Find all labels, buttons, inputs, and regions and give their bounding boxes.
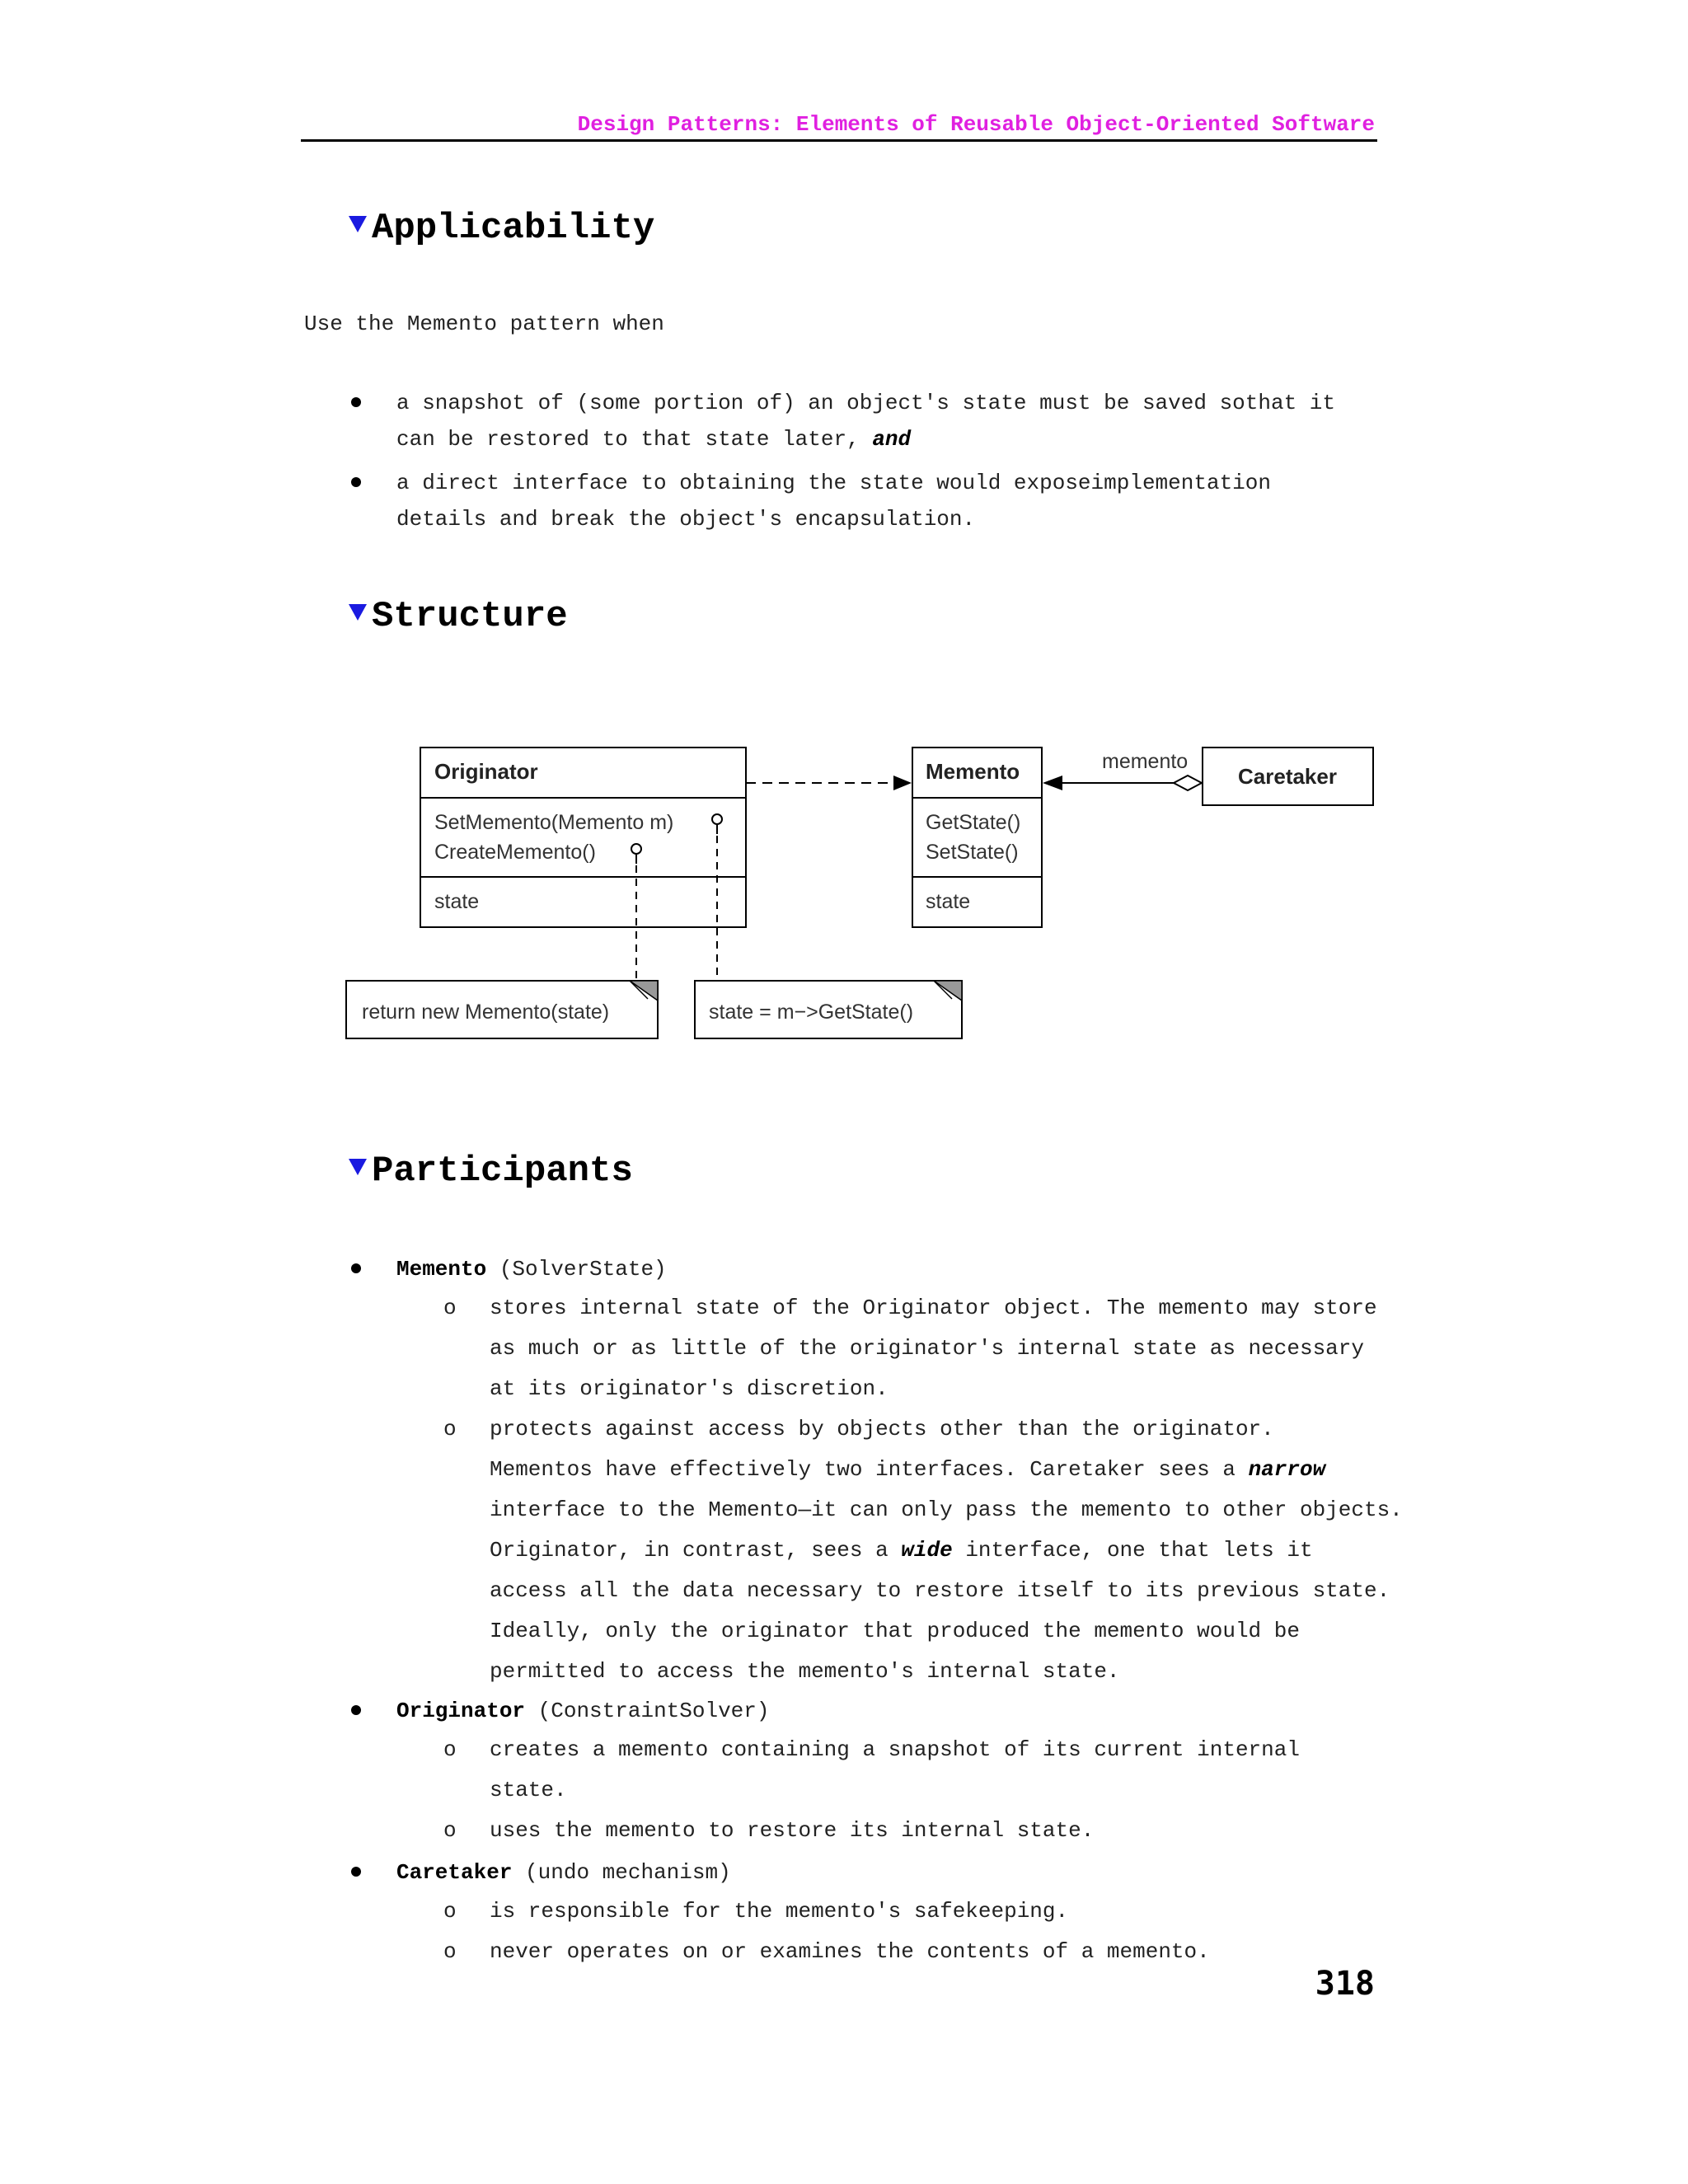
dependency-arrow bbox=[746, 776, 912, 790]
applicability-bullet-1-and: and bbox=[872, 427, 912, 452]
caretaker-class-box bbox=[1203, 748, 1373, 805]
memento-item-2-wide: wide bbox=[901, 1538, 953, 1563]
caretaker-item-2-line-1: never operates on or examines the contents of a memento. bbox=[490, 1939, 1210, 1964]
memento-item-2-line-2 bbox=[490, 1457, 1325, 1482]
memento-item-2-line-1: protects against access by objects other than the originator. bbox=[490, 1417, 1274, 1441]
memento-item-1-line-1: stores internal state of the Originator object. The memento may store bbox=[490, 1296, 1377, 1320]
originator-item-1-line-1: creates a memento containing a snapshot of its current internal bbox=[490, 1737, 1300, 1762]
memento-item-2-text-b: Originator, in contrast, sees a bbox=[490, 1538, 889, 1563]
participant-caretaker bbox=[396, 1860, 731, 1885]
caretaker-class-name: Caretaker bbox=[1238, 764, 1337, 789]
participant-caretaker-example: (undo mechanism) bbox=[525, 1860, 731, 1885]
participant-originator bbox=[396, 1699, 770, 1723]
association-label: memento bbox=[1102, 750, 1189, 773]
memento-class-box bbox=[912, 748, 1042, 927]
memento-op-getstate: GetState() bbox=[926, 811, 1021, 834]
bullet-icon bbox=[351, 1705, 361, 1715]
circle-bullet-icon: o bbox=[443, 1417, 457, 1441]
participant-memento-example: (SolverState) bbox=[499, 1257, 667, 1282]
memento-item-2-text-c: interface, one that lets it bbox=[965, 1538, 1313, 1563]
applicability-intro: Use the Memento pattern when bbox=[304, 312, 664, 336]
applicability-bullet-1-text: can be restored to that state later, bbox=[396, 427, 860, 452]
bullet-icon bbox=[351, 1263, 361, 1273]
participant-originator-name: Originator bbox=[396, 1699, 526, 1723]
originator-class-name: Originator bbox=[434, 759, 538, 784]
circle-bullet-icon: o bbox=[443, 1818, 457, 1843]
memento-item-2-line-7: permitted to access the memento's internal state. bbox=[490, 1659, 1120, 1684]
structure-title: Structure bbox=[372, 596, 568, 637]
memento-item-2-line-5: access all the data necessary to restore itself to its previous state. bbox=[490, 1578, 1390, 1603]
memento-class-name: Memento bbox=[926, 759, 1020, 784]
caretaker-item-1-line-1: is responsible for the memento's safekeeping. bbox=[490, 1899, 1069, 1924]
structure-diagram bbox=[0, 0, 1688, 1071]
circle-bullet-icon: o bbox=[443, 1296, 457, 1320]
originator-item-2-line-1: uses the memento to restore its internal state. bbox=[490, 1818, 1095, 1843]
aggregation-association bbox=[1043, 750, 1202, 790]
note-create-memento bbox=[346, 981, 658, 1038]
bullet-icon bbox=[351, 1867, 361, 1877]
originator-op-creatememento: CreateMemento() bbox=[434, 841, 596, 864]
participant-memento-name: Memento bbox=[396, 1257, 487, 1282]
triangle-marker-icon bbox=[349, 1159, 367, 1175]
memento-item-2-line-3: interface to the Memento—it can only pass the memento to other objects. bbox=[490, 1497, 1403, 1522]
memento-op-setstate: SetState() bbox=[926, 841, 1019, 864]
note-create-text: return new Memento(state) bbox=[362, 1001, 610, 1024]
originator-item-1-line-2: state. bbox=[490, 1778, 567, 1802]
participant-memento bbox=[396, 1257, 667, 1282]
participant-caretaker-name: Caretaker bbox=[396, 1860, 513, 1885]
participants-heading bbox=[349, 1151, 633, 1192]
applicability-title: Applicability bbox=[372, 208, 655, 249]
circle-bullet-icon: o bbox=[443, 1939, 457, 1964]
memento-attr-state: state bbox=[926, 890, 971, 913]
circle-bullet-icon: o bbox=[443, 1737, 457, 1762]
running-head: Design Patterns: Elements of Reusable Object-Oriented Software bbox=[577, 112, 1375, 137]
memento-item-1-line-3: at its originator's discretion. bbox=[490, 1376, 889, 1401]
memento-item-2-narrow: narrow bbox=[1248, 1457, 1326, 1482]
originator-op-setmemento: SetMemento(Memento m) bbox=[434, 811, 674, 834]
page-number: 318 bbox=[1315, 1965, 1375, 2003]
note-set-text: state = m−>GetState() bbox=[709, 1001, 914, 1024]
note-set-memento bbox=[695, 981, 962, 1038]
originator-attr-state: state bbox=[434, 890, 480, 913]
participants-title: Participants bbox=[372, 1151, 633, 1192]
circle-bullet-icon: o bbox=[443, 1899, 457, 1924]
applicability-bullet-2-line-1: a direct interface to obtaining the state would exposeimplementation bbox=[396, 471, 1271, 495]
memento-item-2-line-4 bbox=[490, 1538, 1313, 1563]
memento-item-1-line-2: as much or as little of the originator's internal state as necessary bbox=[490, 1336, 1364, 1361]
applicability-bullet-1-line-1: a snapshot of (some portion of) an object's state must be saved sothat it bbox=[396, 391, 1335, 415]
memento-item-2-text-a: Mementos have effectively two interfaces. Caretaker sees a bbox=[490, 1457, 1236, 1482]
memento-item-2-line-6: Ideally, only the originator that produced the memento would be bbox=[490, 1619, 1300, 1643]
applicability-bullet-2-line-2: details and break the object's encapsulation. bbox=[396, 507, 976, 532]
originator-class-box bbox=[420, 748, 746, 927]
participant-originator-example: (ConstraintSolver) bbox=[537, 1699, 770, 1723]
